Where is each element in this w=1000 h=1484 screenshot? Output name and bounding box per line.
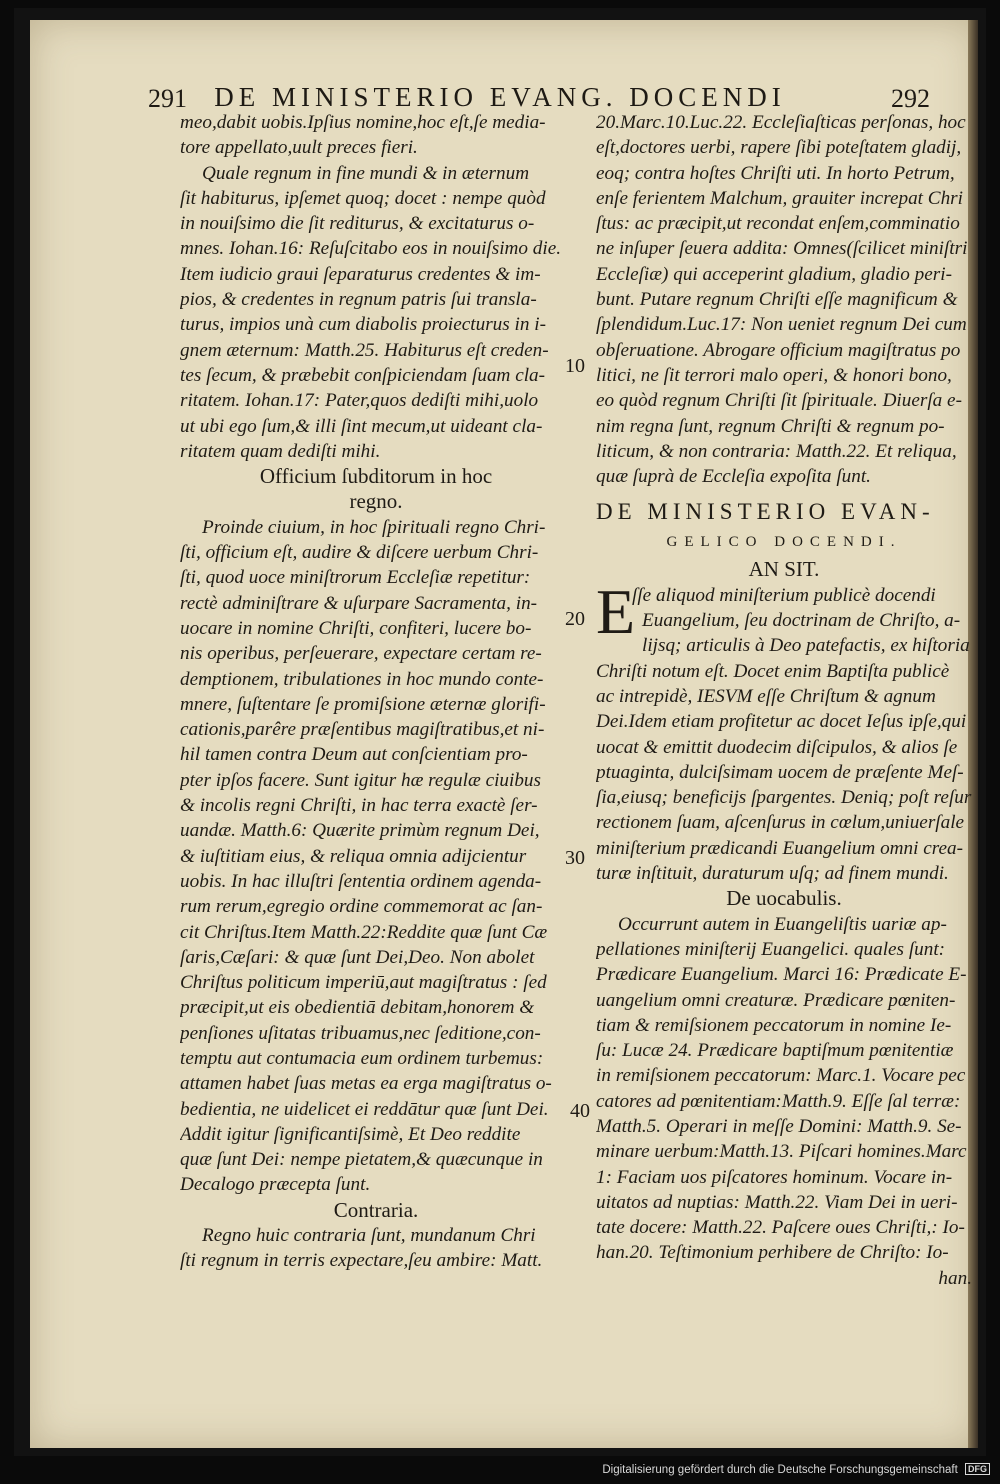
text-line: uobis. In hac illuſtri ſententia ordinem agenda- [180, 870, 542, 892]
text-line: nim regna ſunt, regnum Chriſti & regnum po- [596, 415, 945, 437]
text-line: bedientia, ne uidelicet ei reddātur quæ ſunt Dei. [180, 1098, 549, 1120]
text-line: Chriſtus politicum imperiū,aut magiſtratus : ſed [180, 972, 547, 994]
heading-officium-cont: regno. [349, 489, 403, 514]
text-line: pios, & credentes in regnum patris ſui transla- [180, 289, 537, 311]
dropcap-paragraph [596, 575, 972, 887]
text-line: ſaris,Cæſari: & quæ ſunt Dei,Deo. Non abolet [180, 946, 535, 968]
text-line: gnem æternum: Matth.25. Habiturus eſt creden- [180, 339, 549, 361]
text-line: pter ipſos facere. Sunt igitur hæ regulæ ciuibus [180, 769, 541, 791]
text-line: rum rerum,egregio ordine commemorat ac ſan- [180, 896, 543, 918]
text-line: uitatos ad nuptias: Matth.22. Viam Dei in ueri- [596, 1191, 958, 1213]
catchword: han. [938, 1267, 972, 1289]
text-line: ritatem quam dediſti mihi. [180, 440, 381, 462]
left-column [180, 110, 572, 1274]
text-line: pellationes miniſterij Euangelici. quales ſunt: [596, 938, 946, 960]
text-line: ſti, officium eſt, audire & diſcere uerbum Chri- [180, 542, 539, 564]
text-line: mnes. Iohan.16: Reſuſcitabo eos in nouiſsimo die. [180, 238, 562, 260]
text-line: uangelium omni creaturæ. Prædicare pœniten- [596, 989, 956, 1011]
text-line: bunt. Putare regnum Chriſti eſſe magnificum & [596, 289, 958, 311]
margin-number: 10 [565, 355, 585, 377]
text-line: turus, impios unà cum diabolis proiecturus in i- [180, 314, 546, 336]
text-line: han.20. Teſtimonium perhibere de Chriſto: Io- [596, 1242, 949, 1264]
text-line: ſtus: ac præcipit,ut recondat enſem,comminatio [596, 213, 960, 235]
text-line: rectè adminiſtrare & uſurpare Sacramenta, in- [180, 592, 538, 614]
text-line: ptuaginta, dulciſsimam uocem de præſente Meſ- [596, 761, 964, 783]
text-line: præcipit,ut eis obedientiā debitam,honorem & [180, 997, 535, 1019]
text-line: hil tamen contra Deum aut conſcientiam pro- [180, 744, 528, 766]
text-line: Matth.5. Operari in meſſe Domini: Matth.9. Se- [596, 1115, 962, 1137]
text-line: Item iudicio graui ſeparaturus credentes & im- [180, 263, 541, 285]
text-line: ritatem. Iohan.17: Pater,quos dediſti mihi,uolo [180, 390, 539, 412]
text-line: demptionem, tribulationes in hoc mundo conte- [180, 668, 544, 690]
text-line: in remiſsionem peccatorum: Marc.1. Vocare pec [596, 1065, 966, 1087]
text-line: ſia,eiusq; beneficijs ſpargentes. Deniq; poſt reſur [596, 787, 972, 809]
text-line: lijsq; articulis à Deo patefactis, ex hiſtoria [642, 635, 970, 657]
text-line: liticum, & non contraria: Matth.22. Et reliqua, [596, 440, 957, 462]
text-line: ſplendidum.Luc.17: Non ueniet regnum Dei cum [596, 314, 967, 336]
text-line: Decalogo præcepta ſunt. [180, 1174, 371, 1196]
text-line: Proinde ciuium, in hoc ſpirituali regno Chri- [202, 516, 546, 538]
margin-number: 20 [565, 608, 585, 630]
text-line: tate docere: Matth.22. Paſcere oues Chriſti,: Io- [596, 1217, 965, 1239]
text-line: miniſterium prædicandi Euangelium omni crea- [596, 837, 964, 859]
text-line: obſeruatione. Abrogare officium magiſtratus po [596, 339, 961, 361]
text-line: uandæ. Matth.6: Quærite primùm regnum Dei, [180, 820, 540, 842]
text-line: ſit habiturus, ipſemet quoq; docet : nempe quòd [180, 187, 546, 209]
text-line: 1: Faciam uos piſcatores hominum. Vocare in- [596, 1166, 953, 1188]
text-line: Quale regnum in fine mundi & in æternum [202, 162, 530, 184]
text-line: Euangelium, ſeu doctrinam de Chriſto, a- [642, 610, 961, 632]
text-line: mnere, ſuſtentare ſe promiſsione æternæ glorifi- [180, 693, 546, 715]
text-line: Regno huic contraria ſunt, mundanum Chri [202, 1225, 536, 1247]
text-line: & incolis regni Chriſti, in hac terra exactè ſer- [180, 795, 538, 817]
heading-an-sit: AN SIT. [748, 557, 820, 582]
text-line: ne inſuper ſeuera addita: Omnes(ſcilicet miniſtri [596, 238, 968, 260]
dfg-logo: DFG [965, 1463, 990, 1475]
section-title-cont: GELICO DOCENDI. [666, 534, 902, 551]
text-line: tore appellato,uult preces fieri. [180, 137, 418, 159]
page-number-left: 291 [148, 84, 187, 113]
heading-contraria: Contraria. [333, 1197, 419, 1222]
text-line: tes ſecum, & præbebit conſpiciendam ſuam cla- [180, 364, 546, 386]
text-line: catores ad pœnitentiam:Matth.9. Eſſe ſal terræ: [596, 1090, 961, 1112]
text-line: turæ inſtituit, duraturum uſq; ad finem mundi. [596, 863, 949, 885]
text-line: enſe ferientem Malchum, grauiter increpat Chri [596, 187, 963, 209]
text-line: ſti, quod uoce miniſtrorum Eccleſiæ repetitur: [180, 567, 531, 589]
text-line: cationis,parêre præſentibus magiſtratibus,et ni- [180, 719, 545, 741]
text-line: meo,dabit uobis.Ipſius nomine,hoc eſt,ſe media- [180, 112, 546, 133]
text-line: rectionem ſuam, aſcenſurus in cœlum,uniuerſale [596, 812, 965, 834]
text-line: nis operibus, perſeuerare, expectare certam re- [180, 643, 542, 665]
text-line: tiam & remiſsionem peccatorum in nomine Ie- [596, 1014, 952, 1036]
text-line: ut ubi ego ſum,& illi ſint mecum,ut uideant cla- [180, 415, 543, 437]
text-line: Occurrunt autem in Euangeliſtis uariæ ap- [618, 913, 947, 935]
text-line: 20.Marc.10.Luc.22. Eccleſiaſticas perſonas, hoc [596, 112, 966, 133]
footer-credit [602, 1463, 990, 1476]
running-title: DE MINISTERIO EVANG. DOCENDI [214, 82, 786, 112]
footer-text: Digitalisierung gefördert durch die Deutsche Forschungsgemeinschaft [602, 1464, 958, 1476]
text-line: quæ ſunt Dei: nempe pietatem,& quæcunque in [180, 1149, 543, 1171]
heading-officium: Officium ſubditorum in hoc [259, 464, 493, 489]
text-line: ſti regnum in terris expectare,ſeu ambire: Matt. [180, 1250, 543, 1272]
margin-number: 30 [565, 847, 585, 869]
text-line: uocat & emittit duodecim diſcipulos, & alios ſe [596, 736, 958, 758]
text-line: eoq; contra hoſtes Chriſti uti. In horto Petrum, [596, 162, 955, 184]
margin-number: 40 [570, 1100, 590, 1122]
text-line: temptu aut contumacia eum ordinem turbemus: [180, 1047, 544, 1069]
section-title: DE MINISTERIO EVAN- [596, 499, 935, 525]
text-line: Addit igitur ſignificantiſsimè, Et Deo reddite [180, 1123, 521, 1145]
text-line: ac intrepidè, IESVM eſſe Chriſtum & agnum [596, 685, 936, 707]
text-line: cit Chriſtus.Item Matth.22:Reddite quæ ſunt Cæ [180, 921, 548, 943]
text-line: minare uerbum:Matth.13. Piſcari homines.Marc [596, 1141, 967, 1163]
text-line: Dei.Idem etiam profitetur ac docet Ieſus ipſe,qui [596, 711, 967, 733]
heading-de-uocabulis: De uocabulis. [726, 886, 842, 911]
page-number-right: 292 [891, 84, 930, 113]
text-line: penſiones uſitatas tribuamus,nec ſeditione,con- [180, 1022, 541, 1044]
text-line: Chriſti notum eſt. Docet enim Baptiſta publicè [596, 660, 950, 682]
text-line: in nouiſsimo die ſit rediturus, & excitaturus o- [180, 213, 535, 235]
right-column [596, 110, 972, 1291]
text-line: eſt,doctores uerbi, rapere ſibi poteſtatem gladij, [596, 137, 962, 159]
text-line: litici, ne ſit terrori malo operi, & honori bono, [596, 364, 952, 386]
text-line: eo quòd regnum Chriſti ſit ſpirituale. Diuerſa e- [596, 390, 962, 412]
text-line: ſu: Lucæ 24. Prædicare baptiſmum pœnitentiæ [596, 1040, 954, 1062]
text-line: ſſe aliquod miniſterium publicè docendi [632, 584, 936, 606]
drop-capital: E [596, 575, 636, 647]
text-line: quæ ſuprà de Eccleſia expoſita ſunt. [596, 466, 871, 488]
text-line: attamen habet ſuas metas ea erga magiſtratus o- [180, 1073, 552, 1095]
text-line: uocare in nomine Chriſti, confiteri, lucere bo- [180, 617, 532, 639]
text-line: Eccleſiæ) qui acceperint gladium, gladio peri- [596, 263, 952, 285]
text-line: & iuſtitiam eius, & reliqua omnia adijcientur [180, 845, 527, 867]
text-line: Prædicare Euangelium. Marci 16: Prædicate E- [596, 964, 967, 986]
